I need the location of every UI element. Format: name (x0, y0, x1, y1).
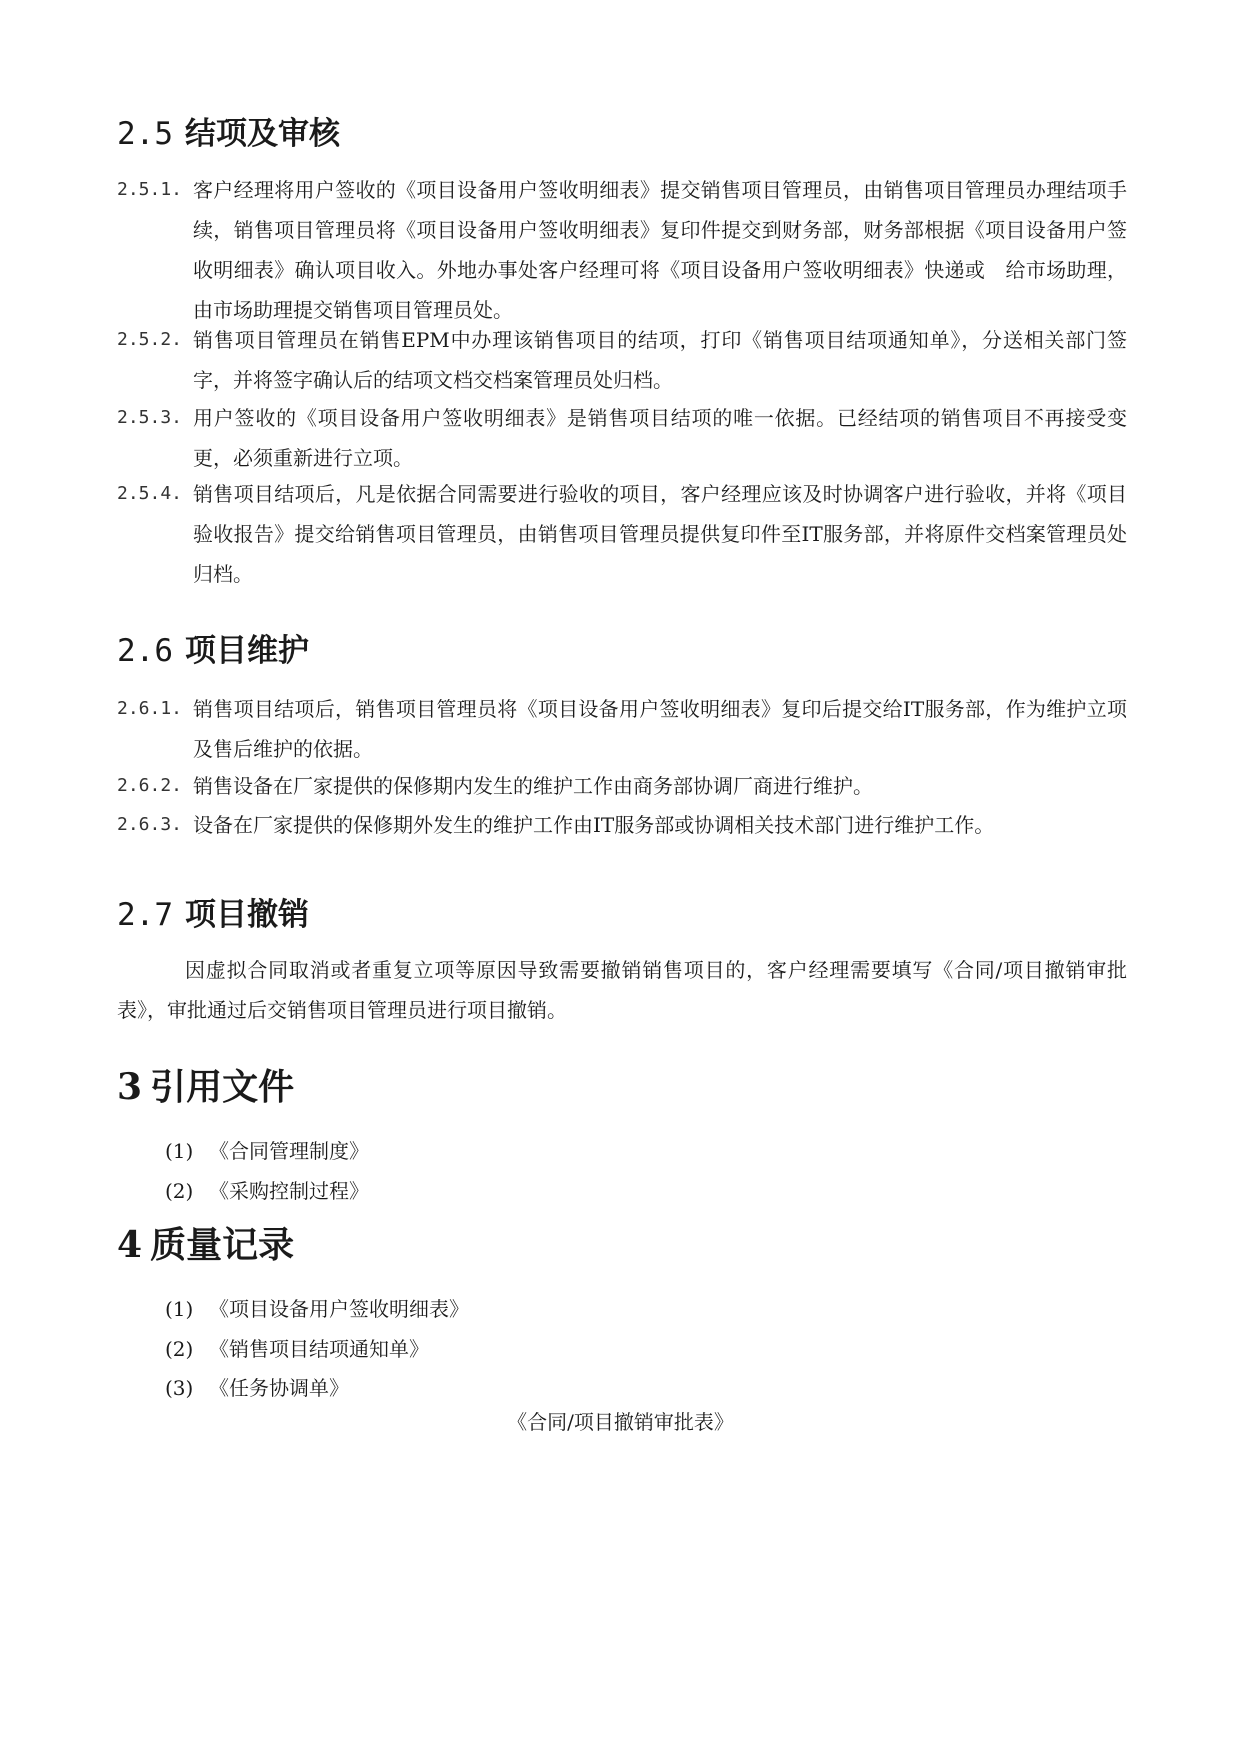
section-number: 2.7 (117, 897, 173, 933)
section-number: 2.6 (117, 633, 173, 669)
clause-2-5-3 (117, 398, 1127, 478)
clause-text: 销售设备在厂家提供的保修期内发生的维护工作由商务部协调厂商进行维护。 (193, 774, 873, 798)
record-item (165, 1294, 469, 1324)
clause-2-6-3 (117, 805, 1127, 845)
clause-2-5-2 (117, 320, 1127, 400)
section-title: 引用文件 (150, 1066, 295, 1108)
section-number: 2.5 (117, 116, 173, 152)
clause-text: 销售项目结项后，凡是依据合同需要进行验收的项目，客户经理应该及时协调客户进行验收，并将《项目验收报告》提交给销售项目管理员，由销售项目管理员提供复印件至IT服务部，并将原件交档案管理员处归档。 (193, 482, 1127, 586)
section-heading-3 (117, 1064, 294, 1110)
record-number: (3) (165, 1376, 194, 1400)
clause-number: 2.5.1. (117, 179, 183, 200)
record-item (165, 1334, 429, 1364)
clause-2-6-1 (117, 689, 1127, 769)
reference-item (165, 1136, 369, 1166)
clause-text: 设备在厂家提供的保修期外发生的维护工作由IT服务部或协调相关技术部门进行维护工作。 (193, 813, 995, 837)
section-title: 项目维护 (185, 633, 309, 669)
section-heading-2-5 (117, 114, 340, 154)
clause-2-5-4 (117, 474, 1127, 594)
section-title: 项目撤销 (185, 897, 309, 933)
clause-text: 销售项目结项后，销售项目管理员将《项目设备用户签收明细表》复印后提交给IT服务部，作为维护立项及售后维护的依据。 (193, 697, 1127, 761)
record-item (165, 1373, 349, 1403)
section-title: 结项及审核 (185, 116, 340, 152)
reference-number: (1) (165, 1139, 194, 1163)
reference-number: (2) (165, 1179, 194, 1203)
clause-number: 2.5.4. (117, 483, 183, 504)
section-heading-2-7 (117, 895, 309, 935)
reference-item (165, 1176, 369, 1206)
reference-title: 《合同管理制度》 (209, 1139, 369, 1163)
section-heading-2-6 (117, 631, 309, 671)
clause-number: 2.5.3. (117, 407, 183, 428)
clause-2-6-2 (117, 766, 1127, 806)
section-heading-4 (117, 1222, 294, 1268)
record-title: 《项目设备用户签收明细表》 (209, 1297, 469, 1321)
clause-text: 客户经理将用户签收的《项目设备用户签收明细表》提交销售项目管理员，由销售项目管理员办理结项手续，销售项目管理员将《项目设备用户签收明细表》复印件提交到财务部，财务部根据《项目设备用户签收明细表》确认项目收入。外地办事处客户经理可将《项目设备用户签收明细表》快递或 给市场助理，由市场助理提交销售项目管理员处。 (193, 178, 1127, 322)
record-title: 《任务协调单》 (209, 1376, 349, 1400)
section-number: 3 (117, 1066, 143, 1108)
record-number: (1) (165, 1297, 194, 1321)
section-title: 质量记录 (150, 1224, 295, 1266)
record-number: (2) (165, 1337, 194, 1361)
clause-text: 销售项目管理员在销售EPM中办理该销售项目的结项，打印《销售项目结项通知单》，分送相关部门签字，并将签字确认后的结项文档交档案管理员处归档。 (193, 328, 1127, 392)
reference-title: 《采购控制过程》 (209, 1179, 369, 1203)
clause-number: 2.6.1. (117, 698, 183, 719)
clause-number: 2.5.2. (117, 329, 183, 350)
record-item-centered: 《合同/项目撤销审批表》 (507, 1410, 734, 1434)
clause-2-5-1 (117, 170, 1127, 330)
record-title: 《销售项目结项通知单》 (209, 1337, 429, 1361)
section-2-7-paragraph: 因虚拟合同取消或者重复立项等原因导致需要撤销销售项目的，客户经理需要填写《合同/项目撤销审批表》，审批通过后交销售项目管理员进行项目撤销。 (117, 958, 1127, 1022)
section-number: 4 (117, 1224, 143, 1266)
clause-text: 用户签收的《项目设备用户签收明细表》是销售项目结项的唯一依据。已经结项的销售项目不再接受变更，必须重新进行立项。 (193, 406, 1127, 470)
clause-number: 2.6.2. (117, 775, 183, 796)
clause-number: 2.6.3. (117, 814, 183, 835)
